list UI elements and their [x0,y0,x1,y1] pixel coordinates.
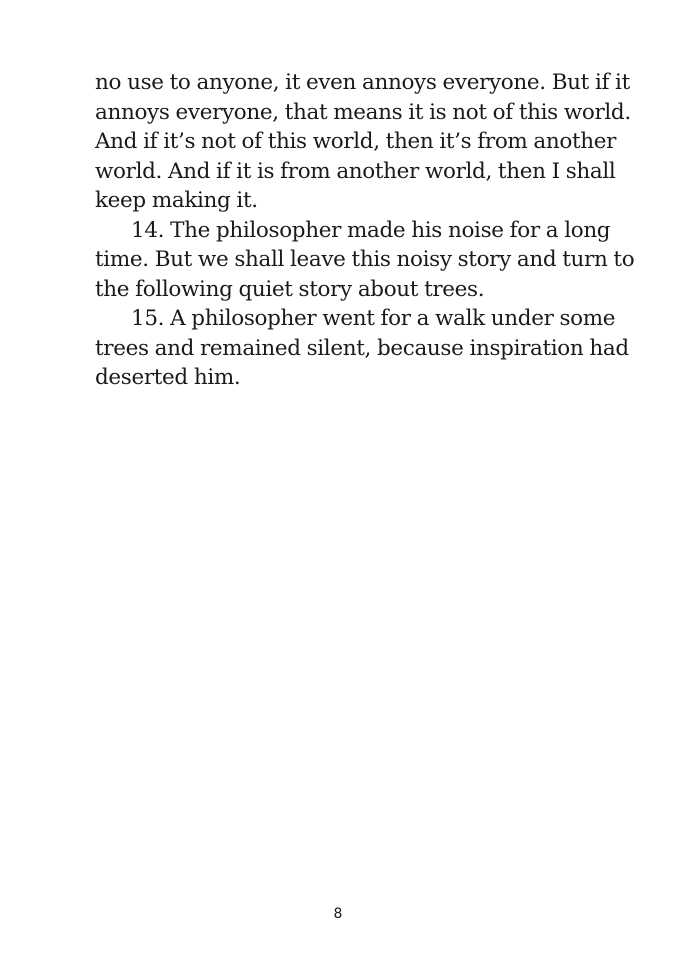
text-line: time. But we shall leave this noisy story and turn to [95,247,635,272]
text-line: trees and remained silent, because inspiration had [95,335,629,361]
text-line: deserted him. [95,365,241,390]
text-line: world. And if it is from another world, then I shall [95,158,616,184]
page-number: 8 [333,906,343,922]
text-line: keep making it. [95,188,258,213]
text-line: no use to anyone, it even annoys everyone. But if it [95,70,630,95]
text-line-paragraph-14: 14. The philosopher made his noise for a long [131,217,611,243]
page-body [95,68,635,393]
text-line: annoys everyone, that means it is not of this world. [95,99,631,125]
text-line: the following quiet story about trees. [95,276,485,302]
text-line: And if it’s not of this world, then it’s from another [95,129,617,154]
text-line-paragraph-15: 15. A philosopher went for a walk under some [131,306,616,331]
